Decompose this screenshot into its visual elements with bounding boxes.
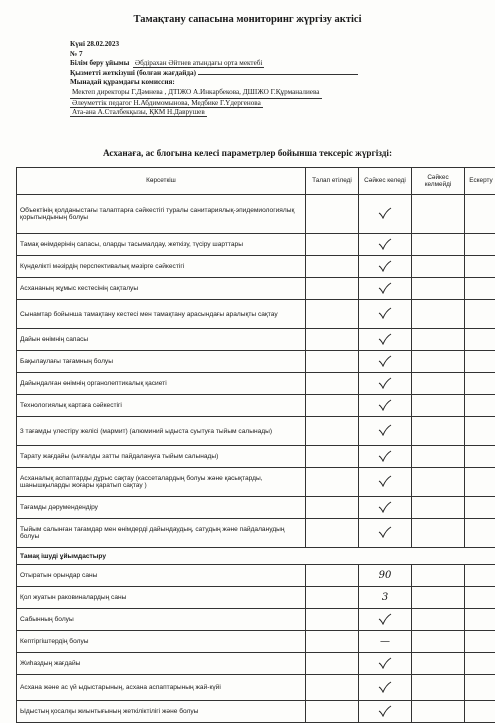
act-number: № 7 [70, 50, 450, 60]
indicator-cell: Дайындалған өнімнің органолептикалық қасиеті [17, 373, 306, 395]
indicator-cell: Объектінің қолданыстағы талаптарға сәйкестігі туралы санитариялық-эпидемиологиялық қорытындының болуы [17, 195, 306, 234]
compliant-cell [359, 329, 412, 351]
header-required: Талап етіледі [306, 168, 359, 195]
table-row [17, 351, 495, 373]
handwritten-value: 3 [382, 592, 388, 603]
table-row [17, 256, 495, 278]
indicator-cell: Тамақ өнімдерінің сапасы, оларды тасымалдау, жеткізу, түсіру шарттары [17, 234, 306, 256]
check-mark-icon [378, 475, 392, 487]
compliant-cell [359, 631, 412, 653]
required-cell [306, 351, 359, 373]
required-cell [306, 468, 359, 497]
handwritten-value: — [380, 636, 390, 647]
commission-line-3: Ата-ана А.Сталбекқызы, ҚКМ Н.Даврушев [70, 108, 207, 117]
table-row [17, 631, 495, 653]
org-label: Білім беру ұйымы [70, 59, 129, 67]
note-cell [465, 675, 495, 701]
indicator-cell: Технологиялық картаға сәйкестігі [17, 395, 306, 417]
compliant-cell [359, 446, 412, 468]
required-cell [306, 234, 359, 256]
table-row [17, 329, 495, 351]
required-cell [306, 417, 359, 446]
note-cell [465, 351, 495, 373]
noncompliant-cell [412, 256, 465, 278]
required-cell [306, 631, 359, 653]
compliant-cell [359, 417, 412, 446]
note-cell [465, 609, 495, 631]
indicator-cell: Отыратын орындар саны [17, 565, 306, 587]
check-mark-icon [378, 399, 392, 411]
noncompliant-cell [412, 234, 465, 256]
noncompliant-cell [412, 675, 465, 701]
check-mark-icon [378, 260, 392, 272]
note-cell [465, 468, 495, 497]
noncompliant-cell [412, 329, 465, 351]
check-mark-icon [378, 282, 392, 294]
indicator-cell: Бақылаулағы тағамның болуы [17, 351, 306, 373]
check-mark-icon [378, 450, 392, 462]
noncompliant-cell [412, 565, 465, 587]
section-header-row [17, 548, 495, 565]
handwritten-value: 90 [379, 570, 392, 581]
inspection-table [16, 167, 495, 723]
check-mark-icon [378, 501, 392, 513]
table-row [17, 675, 495, 701]
required-cell [306, 653, 359, 675]
header-indicator: Көрсеткіш [17, 168, 306, 195]
date: Күні 28.02.2023 [70, 40, 450, 50]
section-label: Тамақ ішуді ұйымдастыру [17, 548, 495, 565]
note-cell [465, 373, 495, 395]
required-cell [306, 675, 359, 701]
check-mark-icon [378, 705, 392, 717]
noncompliant-cell [412, 351, 465, 373]
note-cell [465, 653, 495, 675]
table-row [17, 278, 495, 300]
note-cell [465, 234, 495, 256]
table-header-row [17, 168, 495, 195]
noncompliant-cell [412, 701, 465, 723]
noncompliant-cell [412, 587, 465, 609]
document-meta [70, 40, 450, 118]
noncompliant-cell [412, 653, 465, 675]
check-mark-icon [378, 377, 392, 389]
indicator-cell: Асхана және ас үй ыдыстарының, асхана аспаптарының жай-күйі [17, 675, 306, 701]
compliant-cell [359, 609, 412, 631]
note-cell [465, 256, 495, 278]
document-title: Тамақтану сапасына мониторинг жүргізу актісі [0, 14, 495, 25]
compliant-cell [359, 587, 412, 609]
table-row [17, 701, 495, 723]
noncompliant-cell [412, 278, 465, 300]
required-cell [306, 701, 359, 723]
required-cell [306, 395, 359, 417]
noncompliant-cell [412, 300, 465, 329]
table-row [17, 417, 495, 446]
note-cell [465, 631, 495, 653]
table-row [17, 468, 495, 497]
required-cell [306, 587, 359, 609]
required-cell [306, 497, 359, 519]
indicator-cell: Асхананың жұмыс кестесінің сақталуы [17, 278, 306, 300]
required-cell [306, 373, 359, 395]
header-noncompliant: Сәйкес келмейді [412, 168, 465, 195]
note-cell [465, 497, 495, 519]
required-cell [306, 609, 359, 631]
compliant-cell [359, 195, 412, 234]
compliant-cell [359, 519, 412, 548]
note-cell [465, 417, 495, 446]
required-cell [306, 446, 359, 468]
indicator-cell: Күнделікті мәзірдің перспективалық мәзірге сәйкестігі [17, 256, 306, 278]
table-row [17, 609, 495, 631]
note-cell [465, 565, 495, 587]
noncompliant-cell [412, 446, 465, 468]
note-cell [465, 519, 495, 548]
required-cell [306, 519, 359, 548]
table-row [17, 373, 495, 395]
table-row [17, 300, 495, 329]
note-cell [465, 278, 495, 300]
check-mark-icon [378, 657, 392, 669]
compliant-cell [359, 234, 412, 256]
check-mark-icon [378, 613, 392, 625]
required-cell [306, 565, 359, 587]
indicator-cell: Тарату жағдайы (ылғалды затты пайдалануға тыйым салынады) [17, 446, 306, 468]
noncompliant-cell [412, 631, 465, 653]
table-row [17, 519, 495, 548]
required-cell [306, 329, 359, 351]
supplier-line [70, 69, 450, 79]
indicator-cell: Кептіргіштердің болуы [17, 631, 306, 653]
commission-line-1: Мектеп директоры Г.Дәмнева , ДТІЖО А.Инкарбекова, ДШІЖО Г.Құрманалиева [70, 88, 322, 99]
check-mark-icon [378, 355, 392, 367]
compliant-cell [359, 278, 412, 300]
check-mark-icon [378, 526, 392, 538]
organization-line [70, 59, 450, 69]
required-cell [306, 195, 359, 234]
commission-line-2: Әлеуметтік педагог Н.Абдимомынова, Медбике Г.Үдергенова [70, 99, 263, 108]
indicator-cell: Қол жуатын раковиналардың саны [17, 587, 306, 609]
note-cell [465, 587, 495, 609]
noncompliant-cell [412, 373, 465, 395]
compliant-cell [359, 300, 412, 329]
table-row [17, 234, 495, 256]
compliant-cell [359, 675, 412, 701]
table-row [17, 653, 495, 675]
indicator-cell: Ыдыстың қосалқы жиынтығының жеткіліктілігі және болуы [17, 701, 306, 723]
required-cell [306, 256, 359, 278]
indicator-cell: Сабынның болуы [17, 609, 306, 631]
note-cell [465, 395, 495, 417]
check-mark-icon [378, 333, 392, 345]
commission-label: Мынадай құрамдағы комиссия: [70, 78, 450, 88]
check-mark-icon [378, 238, 392, 250]
note-cell [465, 446, 495, 468]
noncompliant-cell [412, 395, 465, 417]
indicator-cell: Тыйым салынған тағамдар мен өнімдерді дайындаудың, сатудың және пайдаланудың болуы [17, 519, 306, 548]
noncompliant-cell [412, 417, 465, 446]
compliant-cell [359, 701, 412, 723]
note-cell [465, 701, 495, 723]
header-note: Ескерту [465, 168, 495, 195]
check-mark-icon [378, 681, 392, 693]
indicator-cell: Тағамды дәрумендендіру [17, 497, 306, 519]
table-row [17, 497, 495, 519]
compliant-cell [359, 565, 412, 587]
supplier-label: Қызметті жеткізуші (болған жағдайда) [70, 69, 196, 77]
note-cell [465, 300, 495, 329]
note-cell [465, 329, 495, 351]
table-row [17, 587, 495, 609]
compliant-cell [359, 373, 412, 395]
compliant-cell [359, 256, 412, 278]
noncompliant-cell [412, 609, 465, 631]
indicator-cell: 3 тағамды үлестіру желісі (мармит) (алюминий ыдыста суытуға тыйым салынады) [17, 417, 306, 446]
noncompliant-cell [412, 195, 465, 234]
check-mark-icon [378, 424, 392, 436]
indicator-cell: Сынамтар бойынша тамақтану кестесі мен тамақтану арасындағы аралықты сақтау [17, 300, 306, 329]
table-row [17, 395, 495, 417]
indicator-cell: Дайын өнімнің сапасы [17, 329, 306, 351]
inspection-subtitle: Асханаға, ас блогына келесі параметрлер бойынша тексеріс жүргізді: [0, 148, 495, 158]
required-cell [306, 300, 359, 329]
table-row [17, 565, 495, 587]
indicator-cell: Жиһаздың жағдайы [17, 653, 306, 675]
compliant-cell [359, 395, 412, 417]
table-row [17, 195, 495, 234]
compliant-cell [359, 497, 412, 519]
table-row [17, 446, 495, 468]
compliant-cell [359, 653, 412, 675]
org-value: Әбдірахан Әйтнев атындағы орта мектебі [133, 59, 265, 68]
noncompliant-cell [412, 468, 465, 497]
required-cell [306, 278, 359, 300]
check-mark-icon [378, 307, 392, 319]
noncompliant-cell [412, 497, 465, 519]
compliant-cell [359, 351, 412, 373]
indicator-cell: Асханалық аспаптарды дұрыс сақтау (кассеталардың болуы және қасықтарды, шанышқыларды жоғары қаратып сақтау ) [17, 468, 306, 497]
noncompliant-cell [412, 519, 465, 548]
check-mark-icon [378, 207, 392, 219]
note-cell [465, 195, 495, 234]
header-compliant: Сәйкес келеді [359, 168, 412, 195]
compliant-cell [359, 468, 412, 497]
